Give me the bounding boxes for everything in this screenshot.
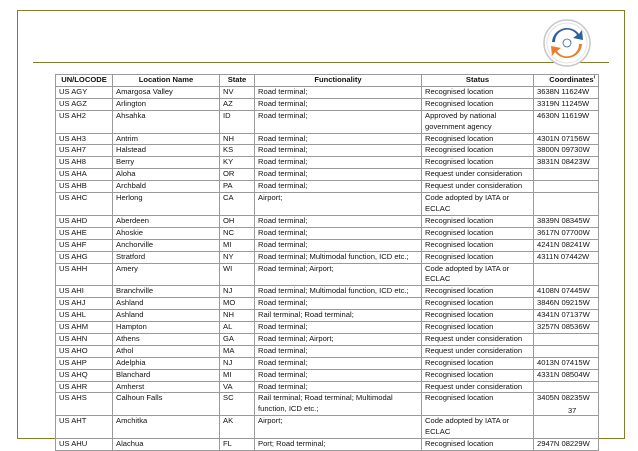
cell-state: KS <box>220 145 255 157</box>
cell-state: MI <box>220 369 255 381</box>
table-row <box>56 169 599 181</box>
cell-unlocode: US AHD <box>56 215 113 227</box>
cell-functionality: Road terminal; Airport; <box>255 263 422 286</box>
cell-coordinates: 3617N 07700W <box>534 227 599 239</box>
cell-unlocode: US AH8 <box>56 157 113 169</box>
cell-functionality: Road terminal; Multimodal function, ICD etc.; <box>255 251 422 263</box>
cell-unlocode: US AH3 <box>56 133 113 145</box>
cell-functionality: Road terminal; <box>255 381 422 393</box>
cell-coordinates: 4108N 07445W <box>534 286 599 298</box>
cell-unlocode: US AHH <box>56 263 113 286</box>
cell-unlocode: US AHJ <box>56 298 113 310</box>
cell-coordinates <box>534 381 599 393</box>
cell-functionality: Airport; <box>255 416 422 439</box>
cell-state: CA <box>220 193 255 216</box>
cell-unlocode: US AHU <box>56 439 113 451</box>
cell-state: NY <box>220 251 255 263</box>
cell-state: MO <box>220 298 255 310</box>
cell-functionality: Road terminal; Airport; <box>255 333 422 345</box>
cell-location-name: Anchorville <box>113 239 220 251</box>
cell-coordinates: 4241N 08241W <box>534 239 599 251</box>
cell-state: FL <box>220 439 255 451</box>
header-state: State <box>220 75 255 87</box>
cell-status: Recognised location <box>422 439 534 451</box>
cell-state: NJ <box>220 286 255 298</box>
cell-status: Recognised location <box>422 369 534 381</box>
cell-location-name: Halstead <box>113 145 220 157</box>
cell-state: SC <box>220 393 255 416</box>
cell-coordinates <box>534 345 599 357</box>
cell-location-name: Archbald <box>113 181 220 193</box>
table-row <box>56 157 599 169</box>
cell-status: Recognised location <box>422 298 534 310</box>
cell-state: OR <box>220 169 255 181</box>
cell-unlocode: US AHE <box>56 227 113 239</box>
cell-functionality: Road terminal; <box>255 227 422 239</box>
cell-state: NV <box>220 86 255 98</box>
header-location-name: Location Name <box>113 75 220 87</box>
header-status: Status <box>422 75 534 87</box>
cell-status: Recognised location <box>422 145 534 157</box>
cell-functionality: Road terminal; <box>255 239 422 251</box>
cell-state: VA <box>220 381 255 393</box>
table-row <box>56 286 599 298</box>
page-number: 37 <box>568 406 577 415</box>
cell-location-name: Alachua <box>113 439 220 451</box>
cell-location-name: Aberdeen <box>113 215 220 227</box>
cell-functionality: Rail terminal; Road terminal; <box>255 310 422 322</box>
table-row <box>56 322 599 334</box>
table-row <box>56 357 599 369</box>
cell-functionality: Road terminal; <box>255 298 422 310</box>
cell-coordinates: 4331N 08504W <box>534 369 599 381</box>
cell-location-name: Amherst <box>113 381 220 393</box>
cell-coordinates: 3405N 08235W <box>534 393 599 416</box>
cell-location-name: Ahsahka <box>113 110 220 133</box>
cell-unlocode: US AHB <box>56 181 113 193</box>
cell-unlocode: US AHS <box>56 393 113 416</box>
cell-unlocode: US AHI <box>56 286 113 298</box>
cell-location-name: Branchville <box>113 286 220 298</box>
table-row <box>56 133 599 145</box>
table-row <box>56 333 599 345</box>
cell-state: NJ <box>220 357 255 369</box>
table-row <box>56 227 599 239</box>
table-row <box>56 110 599 133</box>
locode-table <box>55 74 599 451</box>
cell-state: NH <box>220 133 255 145</box>
cell-state: MA <box>220 345 255 357</box>
cell-status: Recognised location <box>422 322 534 334</box>
cell-status: Recognised location <box>422 393 534 416</box>
cell-functionality: Road terminal; <box>255 357 422 369</box>
cell-status: Request under consideration <box>422 345 534 357</box>
cell-location-name: Calhoun Falls <box>113 393 220 416</box>
cell-unlocode: US AHR <box>56 381 113 393</box>
cell-state: AZ <box>220 98 255 110</box>
cell-status: Recognised location <box>422 215 534 227</box>
cell-state: AK <box>220 416 255 439</box>
cell-functionality: Road terminal; <box>255 169 422 181</box>
table-row <box>56 193 599 216</box>
cell-functionality: Rail terminal; Road terminal; Multimodal function, ICD etc.; <box>255 393 422 416</box>
cell-status: Request under consideration <box>422 181 534 193</box>
cell-status: Recognised location <box>422 133 534 145</box>
table-row <box>56 345 599 357</box>
cell-state: NC <box>220 227 255 239</box>
cell-functionality: Road terminal; <box>255 369 422 381</box>
table-row <box>56 369 599 381</box>
cell-status: Recognised location <box>422 227 534 239</box>
circular-arrows-logo-icon <box>542 18 592 68</box>
cell-coordinates: 4311N 07442W <box>534 251 599 263</box>
table-row <box>56 298 599 310</box>
cell-state: NH <box>220 310 255 322</box>
cell-functionality: Road terminal; Multimodal function, ICD etc.; <box>255 286 422 298</box>
cell-location-name: Athol <box>113 345 220 357</box>
header-functionality: Functionality <box>255 75 422 87</box>
table-row <box>56 263 599 286</box>
cell-location-name: Adelphia <box>113 357 220 369</box>
cell-coordinates: 4341N 07137W <box>534 310 599 322</box>
cell-location-name: Amargosa Valley <box>113 86 220 98</box>
table-row <box>56 145 599 157</box>
cell-coordinates: 3846N 09215W <box>534 298 599 310</box>
cell-coordinates: 2947N 08229W <box>534 439 599 451</box>
cell-coordinates <box>534 333 599 345</box>
cell-status: Recognised location <box>422 251 534 263</box>
cell-location-name: Antrim <box>113 133 220 145</box>
cell-state: GA <box>220 333 255 345</box>
cell-coordinates <box>534 181 599 193</box>
cell-functionality: Road terminal; <box>255 322 422 334</box>
cell-status: Recognised location <box>422 286 534 298</box>
cell-location-name: Herlong <box>113 193 220 216</box>
cell-unlocode: US AHG <box>56 251 113 263</box>
cell-status: Approved by national government agency <box>422 110 534 133</box>
cell-coordinates: 3319N 11245W <box>534 98 599 110</box>
header-divider <box>33 62 609 63</box>
table-row <box>56 98 599 110</box>
cell-status: Request under consideration <box>422 169 534 181</box>
cell-state: WI <box>220 263 255 286</box>
cell-location-name: Hampton <box>113 322 220 334</box>
cell-unlocode: US AHF <box>56 239 113 251</box>
cell-state: KY <box>220 157 255 169</box>
cell-status: Request under consideration <box>422 381 534 393</box>
cell-status: Recognised location <box>422 86 534 98</box>
cell-unlocode: US AGY <box>56 86 113 98</box>
cell-functionality: Road terminal; <box>255 98 422 110</box>
cell-coordinates <box>534 416 599 439</box>
cell-unlocode: US AHT <box>56 416 113 439</box>
header-coordinates: Coordinates$^i$ <box>534 75 599 87</box>
cell-status: Recognised location <box>422 357 534 369</box>
cell-status: Code adopted by IATA or ECLAC <box>422 193 534 216</box>
cell-state: OH <box>220 215 255 227</box>
cell-location-name: Aloha <box>113 169 220 181</box>
cell-status: Request under consideration <box>422 333 534 345</box>
table-row <box>56 393 599 416</box>
cell-functionality: Road terminal; <box>255 133 422 145</box>
cell-functionality: Port; Road terminal; <box>255 439 422 451</box>
table-row <box>56 439 599 451</box>
table-row <box>56 239 599 251</box>
cell-location-name: Ashland <box>113 310 220 322</box>
cell-unlocode: US AHM <box>56 322 113 334</box>
cell-functionality: Road terminal; <box>255 110 422 133</box>
cell-coordinates: 3257N 08536W <box>534 322 599 334</box>
cell-coordinates: 3800N 09730W <box>534 145 599 157</box>
cell-location-name: Berry <box>113 157 220 169</box>
cell-status: Recognised location <box>422 239 534 251</box>
table-row <box>56 310 599 322</box>
cell-status: Code adopted by IATA or ECLAC <box>422 416 534 439</box>
cell-unlocode: US AHO <box>56 345 113 357</box>
cell-coordinates <box>534 169 599 181</box>
cell-unlocode: US AGZ <box>56 98 113 110</box>
cell-coordinates: 3839N 08345W <box>534 215 599 227</box>
cell-coordinates: 3638N 11624W <box>534 86 599 98</box>
table-row <box>56 251 599 263</box>
cell-unlocode: US AHC <box>56 193 113 216</box>
cell-state: AL <box>220 322 255 334</box>
cell-unlocode: US AHA <box>56 169 113 181</box>
cell-coordinates: 3831N 08423W <box>534 157 599 169</box>
cell-status: Recognised location <box>422 310 534 322</box>
table-row <box>56 181 599 193</box>
cell-functionality: Road terminal; <box>255 157 422 169</box>
table-row <box>56 215 599 227</box>
cell-unlocode: US AHQ <box>56 369 113 381</box>
cell-unlocode: US AH2 <box>56 110 113 133</box>
cell-unlocode: US AHP <box>56 357 113 369</box>
cell-state: ID <box>220 110 255 133</box>
cell-unlocode: US AHN <box>56 333 113 345</box>
table-row <box>56 381 599 393</box>
header-unlocode: UN/LOCODE <box>56 75 113 87</box>
cell-coordinates <box>534 263 599 286</box>
cell-coordinates: 4301N 07156W <box>534 133 599 145</box>
table-row <box>56 86 599 98</box>
cell-functionality: Road terminal; <box>255 345 422 357</box>
cell-functionality: Road terminal; <box>255 86 422 98</box>
cell-location-name: Stratford <box>113 251 220 263</box>
cell-unlocode: US AHL <box>56 310 113 322</box>
cell-functionality: Road terminal; <box>255 145 422 157</box>
cell-location-name: Ahoskie <box>113 227 220 239</box>
cell-unlocode: US AH7 <box>56 145 113 157</box>
cell-coordinates <box>534 193 599 216</box>
cell-status: Recognised location <box>422 157 534 169</box>
cell-location-name: Arlington <box>113 98 220 110</box>
cell-status: Code adopted by IATA or ECLAC <box>422 263 534 286</box>
cell-functionality: Airport; <box>255 193 422 216</box>
cell-location-name: Amery <box>113 263 220 286</box>
cell-location-name: Athens <box>113 333 220 345</box>
cell-state: MI <box>220 239 255 251</box>
cell-location-name: Blanchard <box>113 369 220 381</box>
cell-status: Recognised location <box>422 98 534 110</box>
cell-state: PA <box>220 181 255 193</box>
cell-coordinates: 4013N 07415W <box>534 357 599 369</box>
cell-coordinates: 4630N 11619W <box>534 110 599 133</box>
coordinates-footnote-marker: i <box>593 74 595 81</box>
cell-location-name: Ashland <box>113 298 220 310</box>
table-row <box>56 416 599 439</box>
table-header-row <box>56 75 599 87</box>
cell-functionality: Road terminal; <box>255 181 422 193</box>
cell-location-name: Amchitka <box>113 416 220 439</box>
cell-functionality: Road terminal; <box>255 215 422 227</box>
